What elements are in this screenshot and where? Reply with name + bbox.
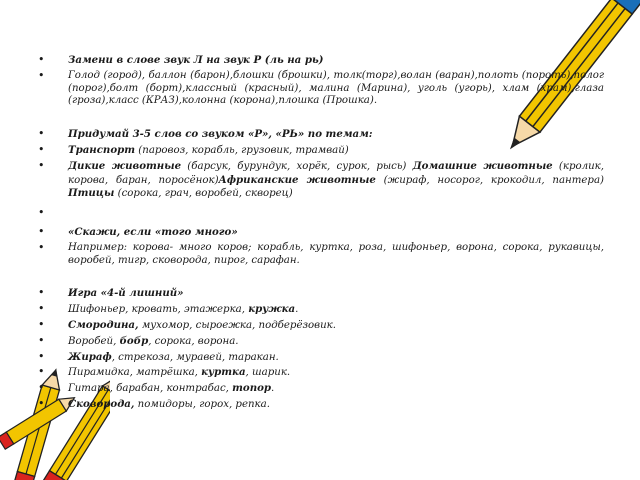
text: Голод (город), баллон (барон),блошки (брошки), толк(торг),волан (варан),полоть (пороть),полог (порог),болт (борт),классный (красный), малина (Марина), уголь (угорь), хлам (храм),глаза (гроза),класс (КРАЗ),колонна (корона),плошка (Прошка).	[68, 69, 604, 107]
text: , шарик.	[245, 367, 291, 379]
text: Пирамидка, матрёшка,	[68, 367, 202, 379]
bold-text: куртка	[201, 366, 246, 379]
list-item	[38, 70, 604, 108]
bold-text: кружка	[248, 303, 296, 316]
text: (кролик, корова, баран, поросёнок)	[68, 160, 605, 186]
text: , стрекоза, муравей, таракан.	[111, 351, 279, 363]
text: Гитара, барабан, контрабас,	[68, 383, 233, 395]
bold-text: Замени в слове звук Л на звук Р (ль на рь)	[68, 54, 324, 66]
text: .	[271, 383, 275, 395]
bold-text: топор	[232, 382, 272, 395]
list-item	[38, 303, 604, 317]
bold-text: Сковорода,	[68, 397, 135, 410]
list-item	[38, 226, 604, 240]
bold-text: бобр	[119, 334, 149, 347]
bold-text: Смородина,	[68, 318, 139, 331]
text: Воробей,	[68, 335, 120, 347]
bold-text: Жираф	[68, 350, 112, 363]
bold-text: Африканские животные	[218, 173, 376, 186]
slide-content	[38, 54, 604, 412]
text: (жираф, носорог, крокодил, пантера)	[375, 174, 605, 186]
text: Шифоньер, кровать, этажерка,	[68, 304, 249, 316]
bold-text: Дикие животные	[68, 159, 182, 172]
list-item	[38, 382, 604, 396]
bold-text: Транспорт	[68, 143, 136, 156]
list-item	[38, 242, 604, 268]
list-item	[38, 54, 604, 68]
list-item-empty	[38, 207, 604, 220]
bold-text: Птицы	[68, 187, 115, 200]
list-item	[38, 128, 604, 142]
text: (сорока, грач, воробей, скворец)	[114, 188, 293, 200]
list-item	[38, 351, 604, 365]
list-item	[38, 319, 604, 333]
list-item	[38, 160, 604, 201]
bold-text: «Скажи, если «того много»	[68, 225, 238, 238]
text: , сорока, ворона.	[148, 335, 239, 347]
list-item	[38, 287, 604, 301]
list-item	[38, 366, 604, 380]
list-item	[38, 335, 604, 349]
bold-text: Придумай 3-5 слов со звуком «Р», «РЬ» по темам:	[68, 128, 373, 141]
text: Например: корова- много коров; корабль, куртка, роза, шифоньер, ворона, сорока, рукавицы, воробей, тигр, сковорода, пирог, сарафан.	[68, 241, 604, 266]
bold-text: Игра «4-й лишний»	[68, 287, 184, 300]
text: помидоры, горох, репка.	[134, 398, 270, 410]
text: (барсук, бурундук, хорёк, сурок, рысь)	[181, 160, 413, 172]
list-item	[38, 398, 604, 412]
text: .	[295, 304, 299, 316]
text: (паровоз, корабль, грузовик, трамвай)	[135, 144, 349, 156]
bold-text: Домашние животные	[412, 159, 553, 172]
list-item	[38, 144, 604, 158]
text: мухомор, сыроежка, подберёзовик.	[138, 319, 336, 331]
